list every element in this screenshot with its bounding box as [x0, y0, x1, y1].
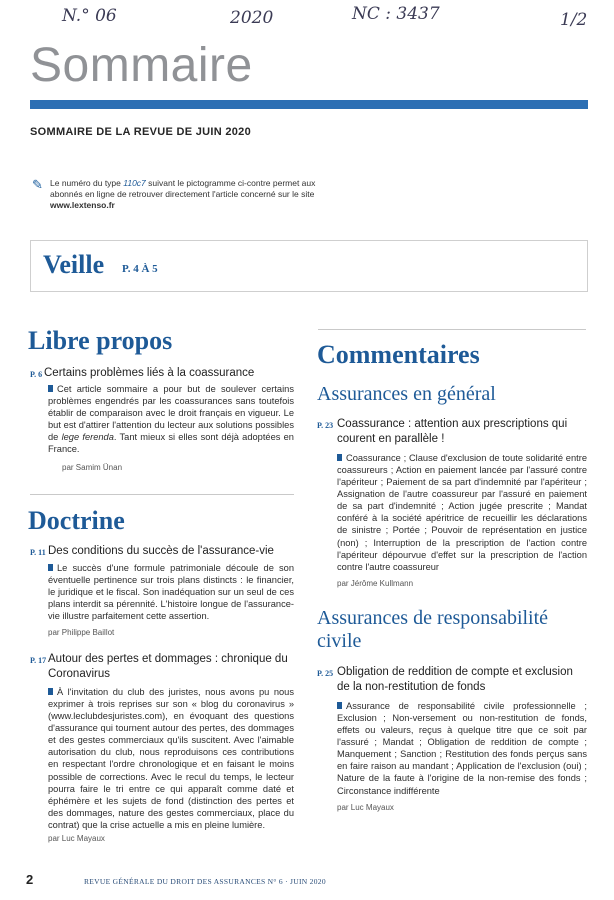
section-divider	[318, 329, 586, 330]
article-summary: Le succès d'une formule patrimoniale découle de son éventuelle pertinence sur trois plans distincts : le financier, le juridique et le fiscal. Son inadéquation sur un seul de ces plans interdit sa pérennité. L'histoire longue de l'assurance-vie illustre parfaitement cette assertion.	[48, 563, 294, 622]
article-page-ref: P. 23	[317, 421, 334, 430]
handwritten-year: 2020	[230, 8, 274, 28]
journal-footer: REVUE GÉNÉRALE DU DROIT DES ASSURANCES N° 6 · JUIN 2020	[84, 877, 326, 886]
commentaires-heading: Commentaires	[317, 340, 480, 369]
article-title[interactable]: Obligation de reddition de compte et exclusion de la non-restitution de fonds	[337, 666, 573, 694]
article-summary: Coassurance ; Clause d'exclusion de toute solidarité entre coassureurs ; Action en paiement lancée par l'assuré contre l'apériteur ; Paiement de sa part d'indemnité par l'apériteur ; Assignation de l'autre coassureur par l'assuré en paiement de sa part d'indemnité ; Action jugée prescrite ; Mandat conféré à la société apéritrice de recueillir les déclarations de sinistre ; Portée ; Pouvoir de représentation en justice (non) ; Interruption de la prescription de l'action contre l'apériteur dépourvue d'effet sur la prescription de l'action contre l'autre coassureur	[337, 453, 587, 572]
libre-propos-heading: Libre propos	[28, 326, 173, 355]
article-title[interactable]: Coassurance : attention aux prescriptions qui courent en parallèle !	[337, 418, 568, 446]
bullet-square	[48, 688, 53, 695]
veille-pages: P. 4 À 5	[122, 263, 158, 275]
online-access-note: Le numéro du type 110c7 suivant le pictogramme ci-contre permet aux abonnés en ligne de retrouver directement l'article concerné sur le site www.lextenso.fr	[50, 178, 316, 210]
article-page-ref: P. 25	[317, 669, 334, 678]
handwritten-issue-number: N.° 06	[62, 6, 117, 26]
section-heading: Assurances en général	[317, 383, 496, 405]
article-author: par Luc Mayaux	[337, 803, 394, 812]
article-author: par Jérôme Kullmann	[337, 579, 414, 588]
article-page-ref: P. 17	[30, 656, 47, 665]
article-page-ref: P. 11	[30, 548, 46, 557]
article-author: par Luc Mayaux	[48, 834, 105, 843]
article-title[interactable]: Des conditions du succès de l'assurance-vie	[48, 545, 274, 557]
title-rule	[30, 100, 588, 109]
article-summary: À l'invitation du club des juristes, nous avons pu nous exprimer à trois reprises sur son « blog du coronavirus » (www.leclubdesjuristes.com), en évoquant des questions d'assurance qui tournent autour des pertes, des dommages et des gestes commerciaux qu'ils suscitent. Avec l'aimable autorisation du club, nous reproduisons ces contributions en respectant l'ordre chronologique et en faisant le moins possible de corrections. Avec le recul du temps, le lecteur pourra faire le tri entre ce qui apparaît comme daté et éphémère et les sujets de fond (distinction des pertes et des dommages, nature des gestes commerciaux, place du contrat) que la crise actuelle a mis en pleine lumière.	[48, 687, 294, 830]
page-title: Sommaire	[30, 39, 253, 92]
page-subtitle: SOMMAIRE DE LA REVUE DE JUIN 2020	[30, 126, 251, 138]
article-author: par Samim Ünan	[62, 463, 123, 472]
page-number: 2	[26, 872, 34, 887]
article-summary: Cet article sommaire a pour but de soulever certains problèmes engendrés par les coassurances sans toutefois établir de comparaison avec le droit français en vigueur. Le but est d'attirer l'attention du lecteur aux solutions possibles de lege ferenda. Tant mieux si elles sont déjà adoptées en France.	[48, 384, 294, 455]
article-author: par Philippe Baillot	[48, 628, 115, 637]
bullet-square	[337, 454, 342, 461]
veille-box	[30, 240, 588, 292]
section-divider	[30, 494, 294, 495]
article-title[interactable]: Autour des pertes et dommages : chronique du Coronavirus	[48, 653, 288, 681]
article-title[interactable]: Certains problèmes liés à la coassurance	[44, 367, 255, 379]
doctrine-heading: Doctrine	[28, 506, 125, 535]
site-link[interactable]: www.lextenso.fr	[50, 199, 115, 210]
handwritten-nc-number: NC : 3437	[352, 4, 440, 24]
article-page-ref: P. 6	[30, 370, 43, 379]
bullet-square	[337, 702, 342, 709]
handwritten-page-fraction: 1/2	[560, 10, 588, 30]
bullet-square	[48, 385, 53, 392]
document-link-icon: ✎	[32, 177, 43, 192]
section-heading: Assurances de responsabilité civile	[317, 607, 549, 652]
bullet-square	[48, 564, 53, 571]
veille-heading: Veille	[43, 250, 105, 279]
article-summary: Assurance de responsabilité civile professionnelle ; Exclusion ; Non-versement ou non-restitution de fonds, effets ou valeurs, reçus à quelque titre que ce soit par l'assuré ; Mandat ; Obligation de reddition de compte ; Manquement ; Sanction ; Restitution des fonds perçus sans en faire raison au mandant ; Application de l'exclusion (oui) ; Nature de la faute à l'origine de la non-remise des fonds ; Circonstance indifférente	[337, 701, 587, 796]
reference-code: 110c7	[123, 178, 146, 188]
